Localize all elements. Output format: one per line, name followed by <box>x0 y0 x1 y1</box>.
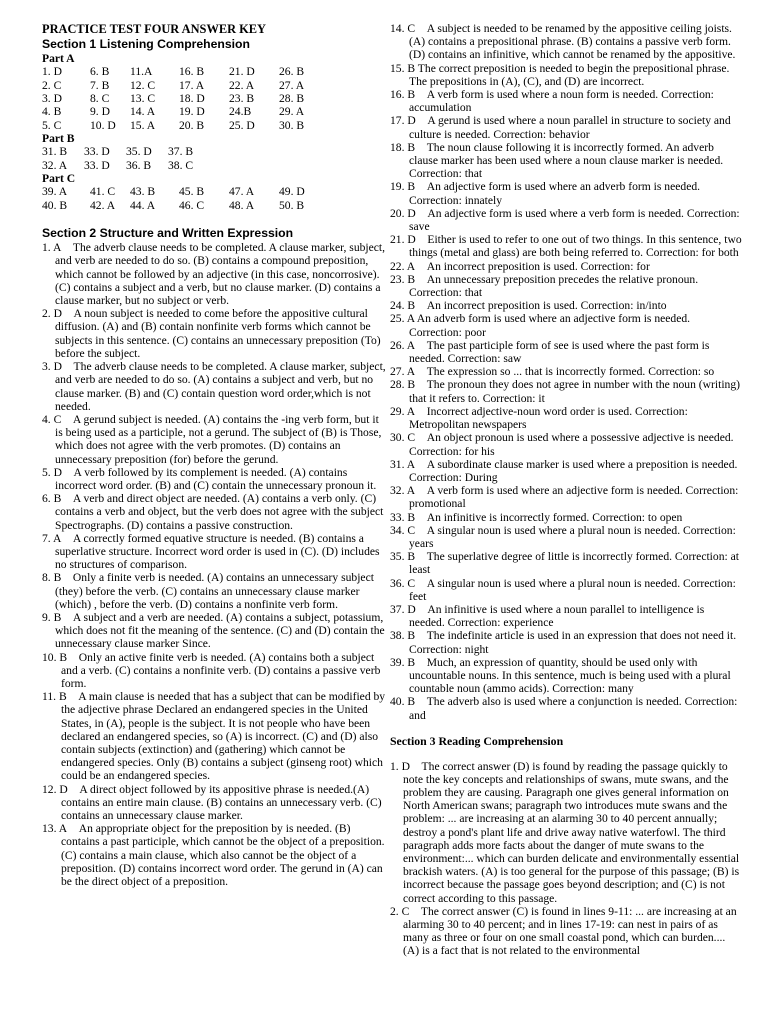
answer: 48. A <box>229 198 255 212</box>
answer: 45. B <box>179 185 205 199</box>
answer: 9. D <box>90 105 110 119</box>
answer: 46. C <box>179 198 205 212</box>
answer-explanation: 32. A A verb form is used where an adjective form is needed. Correction: promotional <box>390 484 739 511</box>
answer-explanation: 18. B The noun clause following it is incorrectly formed. An adverb clause marker has been used where a noun clause marker is needed. Correction: that <box>390 140 724 181</box>
answer-explanation: 27. A The expression so ... that is incorrectly formed. Correction: so <box>390 365 715 379</box>
answer: 50. B <box>279 198 305 212</box>
answer: 23. B <box>229 92 255 106</box>
answer-explanation: 12. D A direct object followed by its appositive phrase is needed.(A) contains an entire main clause. (B) contains an unnecessary verb. (C) contains an unnecessary clause marker. <box>42 782 382 822</box>
part-a-label: Part A <box>42 52 75 65</box>
answer: 28. B <box>279 92 305 106</box>
answer-explanation: 2. D A noun subject is needed to come before the appositive cultural diffusion. (A) and (B) contain nonfinite verb forms which cannot be subjects in this sentence. (C) contains an unnecessary preposition (To) before the subject. <box>42 307 381 360</box>
answer: 38. C <box>168 158 194 172</box>
answer: 37. B <box>168 145 194 159</box>
answer-explanation: 34. C A singular noun is used where a plural noun is needed. Correction: years <box>390 523 736 550</box>
answer-row <box>42 199 386 212</box>
answer-explanation: 1. D The correct answer (D) is found by reading the passage quickly to note the key concepts and relationships of swans, mute swans, and the problem they are causing. Paragraph one gives general information on North American swans; paragraph two introduces mute swans and the problem: ... are increasing at an alarming 30 to 40 percent annually; destroy a pond's plant life and drive away native waterfowl. The third paragraph adds more facts about the danger of mute swans to the environment:... which can burden delicate and environmentally essential brackish waters. (A) is too general for the purpose of this passage; (B) is incorrect because the passage goes beyond description; and (C) is not correct according to this passage. <box>390 759 740 905</box>
answer-explanation: 31. A A subordinate clause marker is used where a preposition is needed. Correction: During <box>390 457 738 484</box>
answer: 24.B <box>229 105 252 119</box>
answer: 41. C <box>90 185 116 199</box>
answer-row <box>42 185 386 198</box>
answer-explanation: 16. B A verb form is used where a noun form is needed. Correction: accumulation <box>390 88 714 115</box>
answer: 10. D <box>90 118 116 132</box>
answer: 25. D <box>229 118 255 132</box>
answer: 40. B <box>42 198 68 212</box>
answer: 47. A <box>229 185 255 199</box>
answer: 12. C <box>130 78 156 92</box>
answer: 17. A <box>179 78 205 92</box>
answer: 6. B <box>90 65 110 79</box>
answer: 8. C <box>90 92 110 106</box>
answer-explanation: 5. D A verb followed by its complement is needed. (A) contains incorrect word order. (B) and (C) contain the unnecessary pronoun it. <box>42 465 377 492</box>
answer: 11.A <box>130 65 153 79</box>
answer-explanation: 24. B An incorrect preposition is used. Correction: in/into <box>390 299 667 313</box>
answer-explanation: 2. C The correct answer (C) is found in lines 9-11: ... are increasing at an alarming 30 to 40 percent; and in lines 17-19: can nest in pairs of as many as three or four on one small coastal pond, which can burden.... (A) is a fact that is not related to the environmental <box>390 904 737 958</box>
answer: 5. C <box>42 118 62 132</box>
answer-row <box>42 145 386 158</box>
answer: 39. A <box>42 185 68 199</box>
section3-heading: Section 3 Reading Comprehension <box>390 733 564 748</box>
answer-row <box>42 65 386 78</box>
answer-explanation: 23. B An unnecessary preposition precedes the relative pronoun. Correction: that <box>390 272 699 300</box>
answer-explanation: 26. A The past participle form of see is used where the past form is needed. Correction: saw <box>390 338 710 366</box>
section3-items <box>390 760 742 958</box>
answer-explanation: 4. C A gerund subject is needed. (A) contains the -ing verb form, but it is being used as a participle, not a gerund. The subject of (B) is Those, which does not agree with the verb promotes. (D) contains an unnecessary preposition (for) before the gerund. <box>42 412 382 466</box>
answer-explanation: 33. B An infinitive is incorrectly formed. Correction: to open <box>390 510 683 524</box>
answer-explanation: 37. D An infinitive is used where a noun parallel to intelligence is needed. Correction: experience <box>390 602 705 630</box>
answer-explanation: 29. A Incorrect adjective-noun word order is used. Correction: Metropolitan newspapers <box>390 404 688 432</box>
answer: 16. B <box>179 65 205 79</box>
page-title: PRACTICE TEST FOUR ANSWER KEY <box>42 22 266 36</box>
answer: 30. B <box>279 118 305 132</box>
answer-explanation: 22. A An incorrect preposition is used. Correction: for <box>390 259 650 273</box>
answer-row <box>42 119 386 132</box>
answer-explanation: 19. B An adjective form is used where an adverb form is needed. Correction: innately <box>390 180 701 207</box>
answer-explanation: 17. D A gerund is used where a noun parallel in structure to society and culture is needed. Correction: behavior <box>390 114 731 141</box>
answer-row <box>42 105 386 118</box>
section2-items-left <box>42 241 386 888</box>
answer: 31. B <box>42 145 68 159</box>
answer: 1. D <box>42 65 62 79</box>
answer-explanation: 11. B A main clause is needed that has a subject that can be modified by the adjective phrase Declared an endangered species in the United States, in (A), people is the subject. It is not people who have been declared an endangered species, so (A) is incorrect. (C) and (D) also contain subjects (extinction) and (gathering) which cannot be endangered species. Only (B) contains a subject (ginseng root) which could be an endangered species. <box>42 690 386 783</box>
answer-explanation: 20. D An adjective form is used where a verb form is needed. Correction: save <box>390 206 740 234</box>
answer: 33. D <box>84 158 110 172</box>
answer: 35. D <box>126 145 152 159</box>
answer-explanation: 15. B The correct preposition is needed to begin the prepositional phrase. The prepositions in (A), (C), and (D) are incorrect. <box>390 61 730 88</box>
section2-heading: Section 2 Structure and Written Expression <box>42 226 294 241</box>
answer: 42. A <box>90 198 116 212</box>
answer: 14. A <box>130 105 156 119</box>
answer: 2. C <box>42 78 62 92</box>
answer: 3. D <box>42 92 62 106</box>
answer-explanation: 38. B The indefinite article is used in an expression that does not need it. Correction: night <box>390 629 737 656</box>
left-column <box>42 22 386 888</box>
answer: 44. A <box>130 198 156 212</box>
answer: 29. A <box>279 105 305 119</box>
answer: 18. D <box>179 92 205 106</box>
answer: 20. B <box>179 118 205 132</box>
answer: 33. D <box>84 145 110 159</box>
answer: 43. B <box>130 185 156 199</box>
answer: 49. D <box>279 185 305 199</box>
answer-explanation: 25. A An adverb form is used where an adjective form is needed. Correction: poor <box>390 312 691 339</box>
answer-explanation: 40. B The adverb also is used where a conjunction is needed. Correction: and <box>390 695 738 722</box>
answer: 19. D <box>179 105 205 119</box>
answer-explanation: 6. B A verb and direct object are needed. (A) contains a verb only. (C) contains a verb and object, but the verb does not agree with the subject Spectrographs. (D) contains a passive construction. <box>42 492 384 532</box>
answer-explanation: 10. B Only an active finite verb is needed. (A) contains both a subject and a verb. (C) contains a nonfinite verb. (D) contains a passive verb form. <box>42 650 381 690</box>
answer: 15. A <box>130 118 156 132</box>
answer-explanation: 39. B Much, an expression of quantity, should be used only with uncountable nouns. In this sentence, much is being used with a plural countable noun (ammo acids). Correction: many <box>390 655 731 696</box>
answer: 13. C <box>130 92 156 106</box>
answer-explanation: 14. C A subject is needed to be renamed by the appositive ceiling joists. (A) contains a prepositional phrase. (B) contains a passive verb form. (D) contains an infinitive, which cannot be renamed by the appositive. <box>390 22 736 62</box>
answer: 32. A <box>42 158 68 172</box>
answer-explanation: 3. D The adverb clause needs to be completed. A clause marker, subject, and verb are needed to do so. (A) contains a subject and verb, but no clause marker. (B) and (C) contain question word order,which is not needed. <box>42 360 386 413</box>
right-column <box>390 22 742 958</box>
answer-explanation: 35. B The superlative degree of little is incorrectly formed. Correction: at least <box>390 550 739 577</box>
answer-explanation: 9. B A subject and a verb are needed. (A) contains a subject, potassium, which does not fit the meaning of the sentence. (C) and (D) contain the unnecessary clause marker Since. <box>42 610 385 651</box>
answer-explanation: 13. A An appropriate object for the preposition by is needed. (B) contains a past participle, which cannot be the object of a preposition. (C) contains a main clause, which also cannot be the object of a preposition. (D) contains incorrect word order. The gerund in (A) can be the direct object of a preposition. <box>42 822 385 889</box>
answer-explanation: 36. C A singular noun is used where a plural noun is needed. Correction: feet <box>390 576 736 603</box>
section2-items-right <box>390 22 742 722</box>
answer-explanation: 7. A A correctly formed equative structure is needed. (B) contains a superlative structure. Incorrect word order is used in (C). (D) includes no structures of comparison. <box>42 531 380 572</box>
answer-row <box>42 79 386 92</box>
answer-explanation: 21. D Either is used to refer to one out of two things. In this sentence, two things (metal and glass) are both being referred to. Correction: for both <box>390 233 742 260</box>
part-c-grid <box>42 185 386 212</box>
answer: 27. A <box>279 78 305 92</box>
answer: 21. D <box>229 65 255 79</box>
answer: 36. B <box>126 158 152 172</box>
answer: 22. A <box>229 78 255 92</box>
section1-heading: Section 1 Listening Comprehension <box>42 37 250 51</box>
answer: 7. B <box>90 78 110 92</box>
answer-explanation: 28. B The pronoun they does not agree in number with the noun (writing) that it refers to. Correction: it <box>390 378 740 405</box>
part-a-grid <box>42 65 386 132</box>
answer-row <box>42 159 386 172</box>
answer-explanation: 30. C An object pronoun is used where a possessive adjective is needed. Correction: for his <box>390 431 734 458</box>
answer: 4. B <box>42 105 62 119</box>
answer-row <box>42 92 386 105</box>
part-c-label: Part C <box>42 172 76 186</box>
part-b-grid <box>42 145 386 172</box>
answer-explanation: 8. B Only a finite verb is needed. (A) contains an unnecessary subject (they) before the verb. (C) contains an unnecessary clause marker (which) , before the verb. (D) contains a nonfinite verb form. <box>42 571 374 611</box>
part-b-label: Part B <box>42 132 75 146</box>
answer: 26. B <box>279 65 305 79</box>
answer-explanation: 1. A The adverb clause needs to be completed. A clause marker, subject, and verb are needed to do so. (B) contains a compound preposition, which cannot be followed by an adjective (in this case, noncorrosive). (C) contains a subject and a verb, but no clause marker. (D) contains a clause marker, but no subject or verb. <box>42 241 386 308</box>
